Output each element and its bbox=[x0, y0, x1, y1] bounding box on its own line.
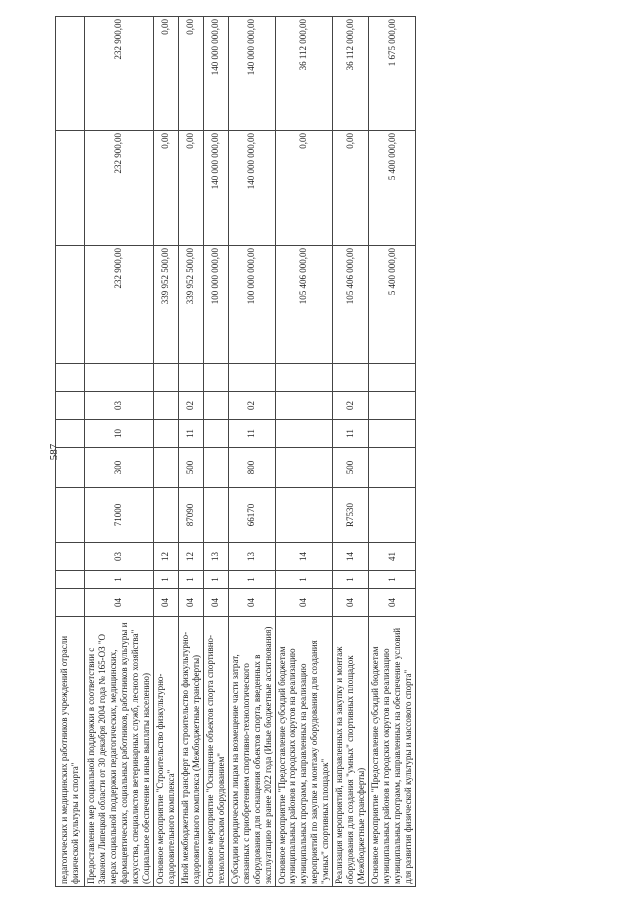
code-extra bbox=[153, 364, 178, 392]
code-program: 04 bbox=[369, 589, 416, 617]
code-subprogram: 1 bbox=[369, 571, 416, 589]
code-subsection bbox=[56, 392, 85, 420]
code-expense-type: 300 bbox=[85, 448, 154, 488]
code-extra bbox=[275, 364, 333, 392]
code-extra bbox=[228, 364, 275, 392]
code-expense-type: 800 bbox=[228, 448, 275, 488]
amount-year-3: 36 112 000,00 bbox=[275, 17, 333, 131]
amount-year-2: 140 000 000,00 bbox=[228, 131, 275, 246]
amount-year-3: 0,00 bbox=[153, 17, 178, 131]
table-row bbox=[85, 17, 154, 887]
code-expense-type: 500 bbox=[178, 448, 203, 488]
code-event: 14 bbox=[333, 543, 369, 571]
code-subsection bbox=[275, 392, 333, 420]
amount-year-3: 36 112 000,00 bbox=[333, 17, 369, 131]
code-expense-type bbox=[275, 448, 333, 488]
amount-year-3: 0,00 bbox=[178, 17, 203, 131]
row-name: Реализация мероприятий, направленных на закупку и монтаж оборудования для создания "умных" спортивных площадок (Межбюджетные трансферты) bbox=[333, 617, 369, 887]
code-subprogram: 1 bbox=[178, 571, 203, 589]
code-subprogram: 1 bbox=[228, 571, 275, 589]
table-row bbox=[178, 17, 203, 887]
code-subprogram: 1 bbox=[153, 571, 178, 589]
code-extra bbox=[56, 364, 85, 392]
table-row bbox=[203, 17, 228, 887]
code-direction: 87090 bbox=[178, 488, 203, 543]
amount-year-2: 0,00 bbox=[275, 131, 333, 246]
code-subsection: 02 bbox=[228, 392, 275, 420]
code-subsection: 02 bbox=[333, 392, 369, 420]
amount-year-1: 339 952 500,00 bbox=[153, 246, 178, 364]
amount-year-1 bbox=[56, 246, 85, 364]
code-program bbox=[56, 589, 85, 617]
row-name: Предоставление мер социальной поддержки в соответствии с Законом Липецкой области от 30 декабря 2004 года № 165-ОЗ "О мерах социальной поддержки педагогических, медицинских, фармацевтических, социальных работников, работников культуры и искусства, специалистов ветеринарных служб, лесного хозяйства" (Социальное обеспечение и иные выплаты населению) bbox=[85, 617, 154, 887]
code-section bbox=[275, 420, 333, 448]
amount-year-3 bbox=[56, 17, 85, 131]
amount-year-2: 0,00 bbox=[178, 131, 203, 246]
code-program: 04 bbox=[333, 589, 369, 617]
code-subprogram: 1 bbox=[333, 571, 369, 589]
row-name: Основное мероприятие "Строительство физкультурно-оздоровительного комплекса" bbox=[153, 617, 178, 887]
table-row bbox=[228, 17, 275, 887]
amount-year-3: 232 900,00 bbox=[85, 17, 154, 131]
code-expense-type bbox=[369, 448, 416, 488]
amount-year-2 bbox=[56, 131, 85, 246]
code-event: 13 bbox=[228, 543, 275, 571]
code-subprogram: 1 bbox=[275, 571, 333, 589]
amount-year-1: 105 406 000,00 bbox=[333, 246, 369, 364]
code-program: 04 bbox=[178, 589, 203, 617]
code-section bbox=[153, 420, 178, 448]
amount-year-3: 1 675 000,00 bbox=[369, 17, 416, 131]
code-program: 04 bbox=[203, 589, 228, 617]
code-section: 11 bbox=[178, 420, 203, 448]
code-section bbox=[56, 420, 85, 448]
code-event: 41 bbox=[369, 543, 416, 571]
amount-year-3: 140 000 000,00 bbox=[203, 17, 228, 131]
table-row bbox=[275, 17, 333, 887]
row-name: Субсидии юридическим лицам на возмещение части затрат, связанных с приобретением спортивно-технологического оборудования для оснащения объектов спорта, введенных в эксплуатацию не ранее 2022 года (Иные бюджетные ассигнования) bbox=[228, 617, 275, 887]
code-subprogram: 1 bbox=[203, 571, 228, 589]
amount-year-2: 0,00 bbox=[333, 131, 369, 246]
code-direction bbox=[369, 488, 416, 543]
row-name: педагогических и медицинских работников учреждений отрасли физической культуры и спорта" bbox=[56, 617, 85, 887]
code-subsection bbox=[153, 392, 178, 420]
code-section bbox=[203, 420, 228, 448]
code-direction bbox=[153, 488, 178, 543]
code-subsection bbox=[203, 392, 228, 420]
code-program: 04 bbox=[275, 589, 333, 617]
row-name: Основное мероприятие "Предоставление субсидий бюджетам муниципальных районов и городских округов на реализацию муниципальных программ, направленных на реализацию мероприятий по закупке и монтажу оборудования для создания "умных" спортивных площадок" bbox=[275, 617, 333, 887]
amount-year-1: 339 952 500,00 bbox=[178, 246, 203, 364]
amount-year-2: 5 400 000,00 bbox=[369, 131, 416, 246]
row-name: Основное мероприятие "Оснащение объектов спорта спортивно-технологическим оборудованием" bbox=[203, 617, 228, 887]
table-row bbox=[333, 17, 369, 887]
code-subsection: 03 bbox=[85, 392, 154, 420]
code-program: 04 bbox=[85, 589, 154, 617]
page-number: 587 bbox=[48, 443, 60, 461]
code-expense-type bbox=[56, 448, 85, 488]
code-event: 12 bbox=[153, 543, 178, 571]
amount-year-2: 0,00 bbox=[153, 131, 178, 246]
code-subsection: 02 bbox=[178, 392, 203, 420]
code-extra bbox=[178, 364, 203, 392]
code-extra bbox=[369, 364, 416, 392]
code-direction: R7530 bbox=[333, 488, 369, 543]
code-section bbox=[369, 420, 416, 448]
code-program: 04 bbox=[153, 589, 178, 617]
code-direction: 71000 bbox=[85, 488, 154, 543]
amount-year-3: 140 000 000,00 bbox=[228, 17, 275, 131]
code-extra bbox=[203, 364, 228, 392]
row-name: Иной межбюджетный трансферт на строительство физкультурно-оздоровительного комплекса (Межбюджетные трансферты) bbox=[178, 617, 203, 887]
code-direction bbox=[56, 488, 85, 543]
code-subsection bbox=[369, 392, 416, 420]
code-event: 14 bbox=[275, 543, 333, 571]
code-event: 03 bbox=[85, 543, 154, 571]
code-program: 04 bbox=[228, 589, 275, 617]
code-extra bbox=[333, 364, 369, 392]
code-subprogram: 1 bbox=[85, 571, 154, 589]
code-section: 10 bbox=[85, 420, 154, 448]
code-expense-type: 500 bbox=[333, 448, 369, 488]
code-direction bbox=[203, 488, 228, 543]
code-section: 11 bbox=[333, 420, 369, 448]
code-extra bbox=[85, 364, 154, 392]
code-expense-type bbox=[203, 448, 228, 488]
amount-year-1: 5 400 000,00 bbox=[369, 246, 416, 364]
table-row bbox=[153, 17, 178, 887]
code-direction: 66170 bbox=[228, 488, 275, 543]
code-event: 12 bbox=[178, 543, 203, 571]
amount-year-1: 105 406 000,00 bbox=[275, 246, 333, 364]
amount-year-1: 100 000 000,00 bbox=[203, 246, 228, 364]
amount-year-2: 140 000 000,00 bbox=[203, 131, 228, 246]
code-subprogram bbox=[56, 571, 85, 589]
code-section: 11 bbox=[228, 420, 275, 448]
amount-year-1: 100 000 000,00 bbox=[228, 246, 275, 364]
rotated-page bbox=[55, 17, 585, 887]
code-event bbox=[56, 543, 85, 571]
code-direction bbox=[275, 488, 333, 543]
amount-year-2: 232 900,00 bbox=[85, 131, 154, 246]
row-name: Основное мероприятие "Предоставление субсидий бюджетам муниципальных районов и городских округов на реализацию муниципальных программ, направленных на обеспечение условий для развития физической культуры и массового спорта" bbox=[369, 617, 416, 887]
table-row bbox=[56, 17, 85, 887]
amount-year-1: 232 900,00 bbox=[85, 246, 154, 364]
budget-table bbox=[55, 16, 416, 887]
code-event: 13 bbox=[203, 543, 228, 571]
code-expense-type bbox=[153, 448, 178, 488]
table-row bbox=[369, 17, 416, 887]
